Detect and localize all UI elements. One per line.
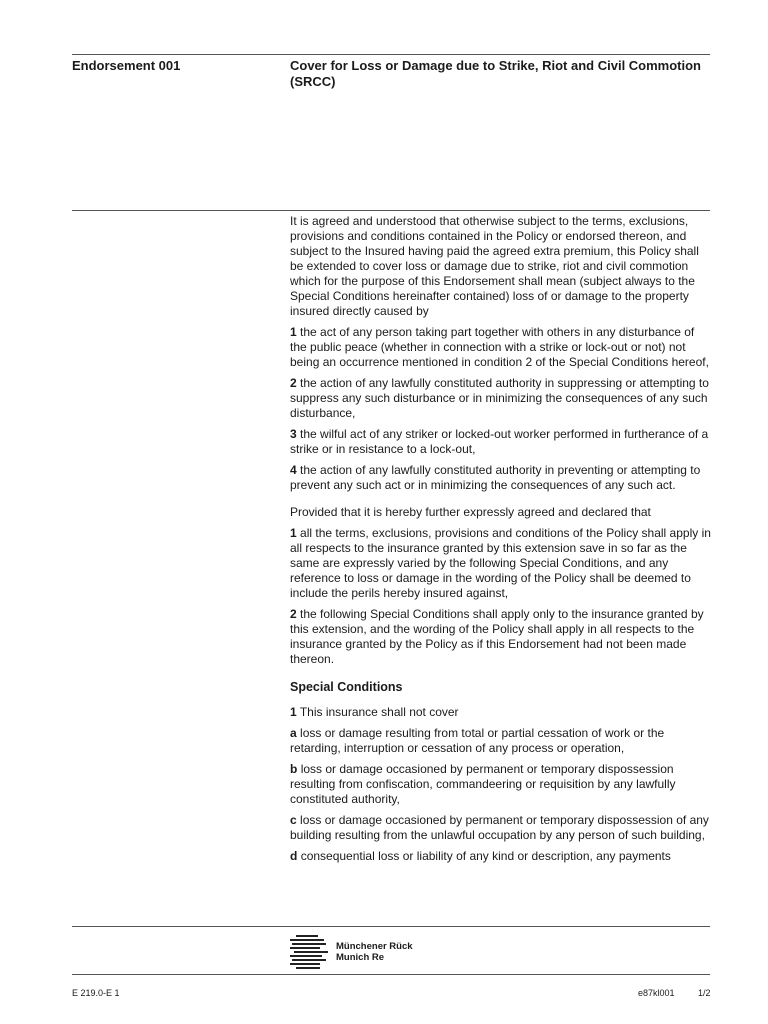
exclusion-text: loss or damage occasioned by permanent or temporary dispossession resulting from confiscation, commandeering or requisition by any lawfully constituted authority, <box>290 762 676 806</box>
clause-number: 2 <box>290 376 297 390</box>
proviso-item-2 <box>290 607 712 667</box>
document-code: e87kl001 <box>638 988 675 998</box>
exclusion-a <box>290 726 712 756</box>
exclusion-text: loss or damage occasioned by permanent or temporary dispossession of any building resulting from the unlawful occupation by any person of such building, <box>290 813 709 842</box>
clause-number: 4 <box>290 463 297 477</box>
condition-text: This insurance shall not cover <box>299 705 459 719</box>
clause-text: the action of any lawfully constituted authority in suppressing or attempting to suppress any such disturbance or in minimizing the consequences of any such disturbance, <box>290 376 709 420</box>
footer-top-rule <box>72 926 710 927</box>
exclusion-c <box>290 813 712 843</box>
header-divider <box>72 210 710 211</box>
proviso-text: the following Special Conditions shall apply only to the insurance granted by this extension, and the wording of the Policy shall apply in all respects to the insurance granted by the Policy as if this Endorsement had not been made thereon. <box>290 607 704 666</box>
exclusion-letter: a <box>290 726 297 740</box>
proviso-paragraph: Provided that it is hereby further expressly agreed and declared that <box>290 505 651 519</box>
clause-text: the action of any lawfully constituted authority in preventing or attempting to prevent any such act or in minimizing the consequences of any such act. <box>290 463 701 492</box>
clause-2 <box>290 376 712 421</box>
munich-re-logo-icon <box>290 933 328 971</box>
proviso-number: 1 <box>290 526 297 540</box>
clause-1 <box>290 325 712 370</box>
condition-number: 1 <box>290 705 297 719</box>
proviso-number: 2 <box>290 607 297 621</box>
logo-line-2: Munich Re <box>336 952 385 963</box>
top-rule <box>72 54 710 55</box>
endorsement-number: Endorsement 001 <box>72 58 181 73</box>
document-title: Cover for Loss or Damage due to Strike, Riot and Civil Commotion (SRCC) <box>290 58 701 89</box>
clause-4 <box>290 463 712 493</box>
exclusion-letter: d <box>290 849 298 863</box>
clause-text: the wilful act of any striker or locked-out worker performed in furtherance of a strike or in resistance to a lock-out, <box>290 427 709 456</box>
clause-3 <box>290 427 712 457</box>
intro-paragraph: It is agreed and understood that otherwise subject to the terms, exclusions, provisions and conditions contained in the Policy or endorsed thereon, and subject to the Insured having paid the agreed extra premium, this Policy shall be extended to cover loss or damage due to strike, riot and civil commotion which for the purpose of this Endorsement shall mean (subject always to the Special Conditions hereinafter contained) loss of or damage to the property insured directly caused by <box>290 214 699 318</box>
logo-line-1: Münchener Rück <box>336 941 413 952</box>
exclusion-text: loss or damage resulting from total or partial cessation of work or the retarding, interruption or cessation of any process or operation, <box>290 726 665 755</box>
munich-re-logo <box>290 933 413 971</box>
exclusion-letter: b <box>290 762 298 776</box>
proviso-text: all the terms, exclusions, provisions and conditions of the Policy shall apply in all respects to the insurance granted by this extension save in so far as the same are expressly varied by the following Special Conditions, and any reference to loss or damage in the wording of the Policy shall be deemed to include the perils hereby insured against, <box>290 526 711 600</box>
proviso-item-1 <box>290 526 712 601</box>
exclusion-b <box>290 762 712 807</box>
clause-text: the act of any person taking part together with others in any disturbance of the public peace (whether in connection with a strike or lock-out or not) not being an occurrence mentioned in condition 2 of the Special Conditions hereof, <box>290 325 709 369</box>
exclusion-letter: c <box>290 813 297 827</box>
logo-wordmark <box>336 941 413 963</box>
endorsement-body <box>290 214 712 870</box>
footer-bottom-rule <box>72 974 710 975</box>
clause-number: 3 <box>290 427 297 441</box>
special-conditions-heading: Special Conditions <box>290 680 403 694</box>
exclusion-text: consequential loss or liability of any kind or description, any payments <box>300 849 671 863</box>
special-condition-1 <box>290 705 712 720</box>
page-number: 1/2 <box>698 988 711 998</box>
form-number: E 219.0-E 1 <box>72 988 120 998</box>
clause-number: 1 <box>290 325 297 339</box>
exclusion-d <box>290 849 712 864</box>
